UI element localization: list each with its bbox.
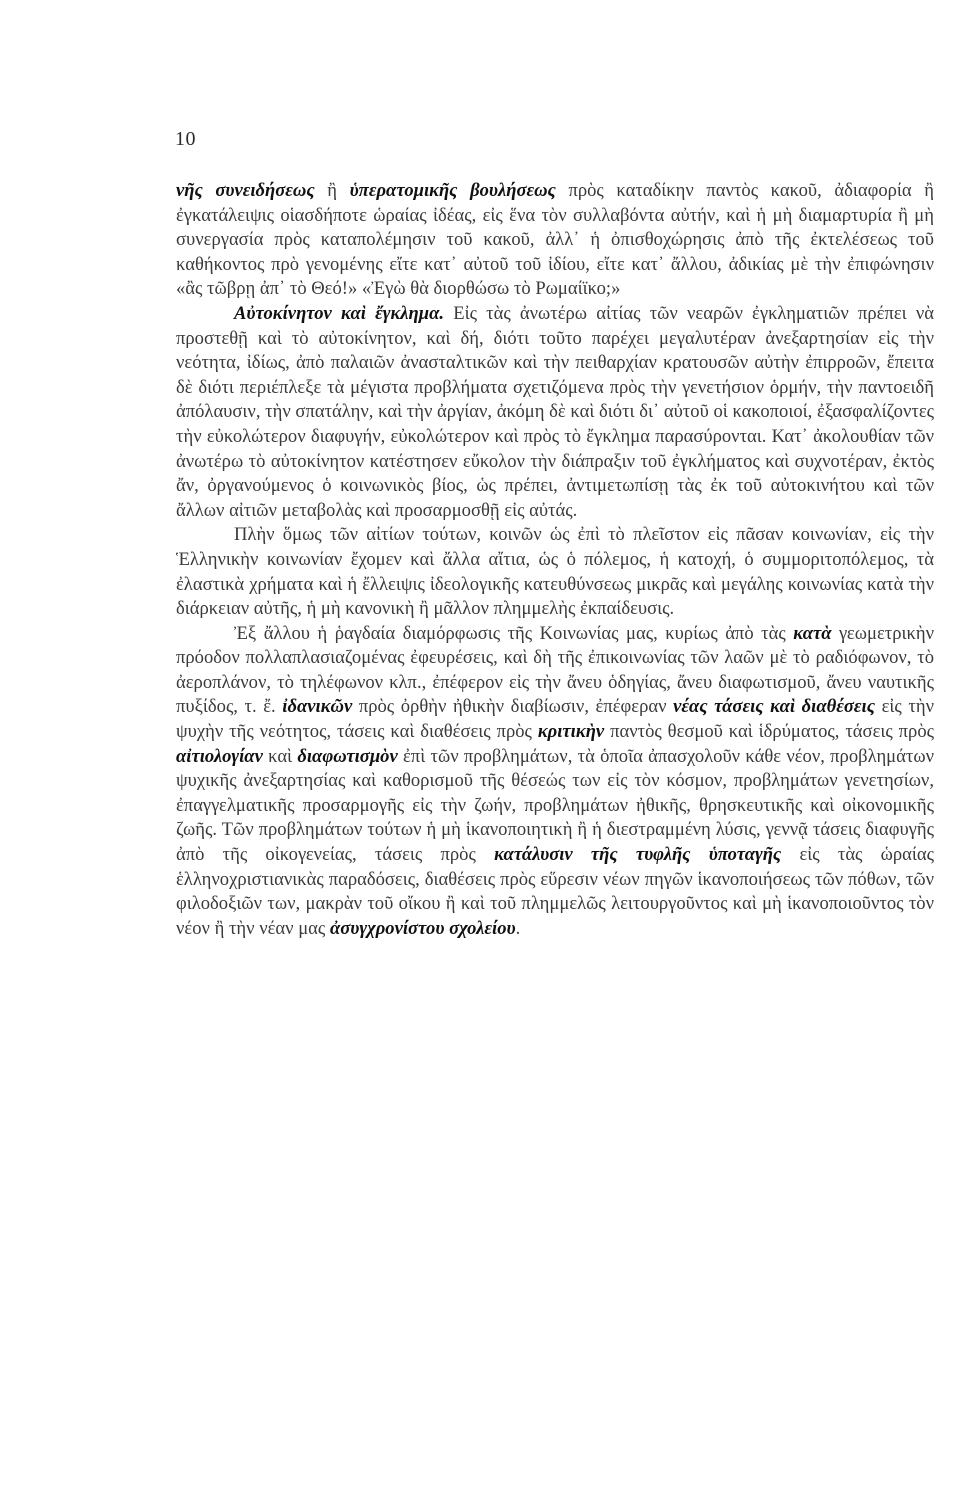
text-run: πρὸς καταδίκην παντὸς κακοῦ, ἀδιαφορία ἢ ἐγκατάλειψις οἱασδήποτε ὡραίας ἰδέας, εἰς ἕνα τὸν συλλαβόντα αὐτήν, καὶ ἡ μὴ διαμαρτυρία ἢ μὴ συνεργασία πρὸς καταπολέμησιν τοῦ κακοῦ, ἀλλ᾽ ἡ ὀπισθοχώρησις ἀπὸ τῆς ἐκτελέσεως τοῦ καθήκοντος πρὸ γενομένης εἴτε κατ᾽ αὐτοῦ τοῦ ἰδίου, εἴτε κατ᾽ ἄλλου, ἀδικίας μὲ τὴν ἐπιφώνησιν «ἂς τῶβρῃ ἀπ᾽ τὸ Θεό!» «Ἐγὼ θὰ διορθώσω τὸ Ρωμαίϊκο;» — [176, 180, 934, 300]
body-text — [176, 179, 934, 941]
emphasized-phrase: νῆς συνειδήσεως — [176, 180, 315, 201]
text-run: γεωμετρικὴν πρόοδον πολλαπλασιαζομένας ἐφευρέσεις, καὶ δὴ τῆς ἐπικοινωνίας τῶν λαῶν μὲ τὸ ραδιόφωνον, τὸ ἀεροπλάνον, τὸ τηλέφωνον κλπ., ἐπέφερον εἰς τὴν ἄνευ ὁδηγίας, ἄνευ διαφωτισμοῦ, ἄνευ ναυτικῆς πυξίδος, τ. ἔ. — [176, 622, 935, 718]
emphasized-phrase: κριτικὴν — [537, 721, 605, 743]
emphasized-phrase: ὑπερατομικῆς βουλήσεως — [349, 180, 556, 201]
text-run: ἐπὶ τῶν προβλημάτων, τὰ ὁποῖα ἀπασχολοῦν κάθε νέον, προβλημάτων ψυχικῆς ἀνεξαρτησίας καὶ καθορισμοῦ τῆς θέσεώς των εἰς τὸν κόσμον, προβλημάτων γενετησίων, ἐπαγγελματικῆς προσαρμογῆς εἰς τὴν ζωήν, προβλημάτων ἠθικῆς, θρησκευτικῆς καὶ οἰκονομικῆς ζωῆς. Τῶν προβλημάτων τούτων ἡ μὴ ἱκανοποιητικὴ ἢ ἡ διεστραμμένη λύσις, γεννᾷ τάσεις διαφυγῆς ἀπὸ τῆς οἰκογενείας, τάσεις πρὸς — [176, 745, 934, 866]
page-number: 10 — [175, 128, 196, 150]
text-run: καὶ — [262, 745, 298, 767]
paragraph — [176, 302, 934, 523]
text-run: παντὸς θεσμοῦ καὶ ἱδρύματος, τάσεις πρὸς — [604, 721, 934, 743]
paragraph — [176, 523, 934, 621]
emphasized-phrase: κατάλυσιν τῆς τυφλῆς ὑποταγῆς — [494, 844, 782, 866]
text-run: Ἐξ ἄλλου ἡ ῥαγδαία διαμόρφωσις τῆς Κοινωνίας μας, κυρίως ἀπὸ τὰς — [234, 622, 794, 644]
emphasized-phrase: ἀσυγχρονίστου σχολείου — [329, 917, 516, 939]
text-run: πρὸς ὀρθὴν ἠθικὴν διαβίωσιν, ἐπέφεραν — [352, 696, 674, 718]
emphasized-phrase: νέας τάσεις καὶ διαθέσεις — [673, 696, 876, 718]
text-run: Πλὴν ὅμως τῶν αἰτίων τούτων, κοινῶν ὡς ἐπὶ τὸ πλεῖστον εἰς πᾶσαν κοινωνίαν, εἰς τὴν Ἑλληνικὴν κοινωνίαν ἔχομεν καὶ ἄλλα αἴτια, ὡς ὁ πόλεμος, ἡ κατοχή, ὁ συμμοριτοπόλεμος, τὰ ἐλαστικὰ χρήματα καὶ ἡ ἔλλειψις ἰδεολογικῆς κατευθύνσεως μικρᾶς καὶ μεγάλης κοινωνίας κατὰ τὴν διάρκειαν αὐτῆς, ἡ μὴ κανονικὴ ἢ μᾶλλον πλημμελὴς ἐκπαίδευσις. — [176, 524, 934, 620]
emphasized-phrase: κατὰ — [793, 622, 832, 644]
emphasized-phrase: διαφωτισμὸν — [297, 745, 398, 767]
paragraph — [176, 179, 934, 302]
emphasized-phrase: ἰδανικῶν — [282, 696, 353, 718]
text-run: εἰς τὰς ὡραίας ἑλληνοχριστιανικὰς παραδόσεις, διαθέσεις πρὸς εὕρεσιν νέων πηγῶν ἱκανοποιήσεως τῶν πόθων, τῶν φιλοδοξιῶν των, μακρὰν τοῦ οἴκου ἢ καὶ τοῦ πλημμελῶς λειτουργοῦντος καὶ μὴ ἱκανοποιοῦντος τὸν νέον ἢ τὴν νέαν μας — [176, 844, 935, 939]
emphasized-phrase: Αὐτοκίνητον καὶ ἔγκλημα. — [234, 302, 445, 324]
text-run: Εἰς τὰς ἀνωτέρω αἰτίας τῶν νεαρῶν ἐγκληματιῶν πρέπει νὰ προστεθῇ καὶ τὸ αὐτοκίνητον, καὶ δή, διότι τοῦτο παρέχει μεγαλυτέραν ἀνεξαρτησίαν εἰς τὴν νεότητα, ἰδίως, ἀπὸ παλαιῶν ἀνασταλτικῶν καὶ τὴν πειθαρχίαν κρατουσῶν αὐτὴν ἐπιρροῶν, ἔπειτα δὲ διότι περιέπλεξε τὰ μέγιστα προβλήματα σχετιζόμενα πρὸς τὴν γενετήσιον ὁρμήν, τὴν παντοειδῆ ἀπόλαυσιν, τὴν σπατάλην, καὶ τὴν ἀργίαν, ἀκόμη δὲ καὶ διότι δι᾽ αὐτοῦ οἱ κακοποιοί, ἐξασφαλίζοντες τὴν εὐκολώτερον διαφυγήν, εὐκολώτερον καὶ πρὸς τὸ ἔγκλημα παρασύρονται. Κατ᾽ ἀκολουθίαν τῶν ἀνωτέρω τὸ αὐτοκίνητον κατέστησεν εὔκολον τὴν διάπραξιν τοῦ ἐγκλήματος καὶ συχνοτέραν, ἐκτὸς ἄν, ὀργανούμενος ὁ κοινωνικὸς βίος, ὡς πρέπει, ἀντιμετωπίσῃ τὰς ἐκ τοῦ αὐτοκινήτου καὶ τῶν ἄλλων αἰτιῶν μεταβολὰς καὶ προσαρμοσθῇ εἰς αὐτάς. — [176, 302, 935, 521]
text-run: . — [515, 917, 521, 939]
text-run: ἢ — [314, 180, 350, 201]
text-run: εἰς τὴν ψυχὴν τῆς νεότητος, τάσεις καὶ διαθέσεις πρὸς — [176, 696, 934, 743]
emphasized-phrase: αἰτιολογίαν — [176, 745, 263, 767]
paragraph — [176, 622, 934, 942]
